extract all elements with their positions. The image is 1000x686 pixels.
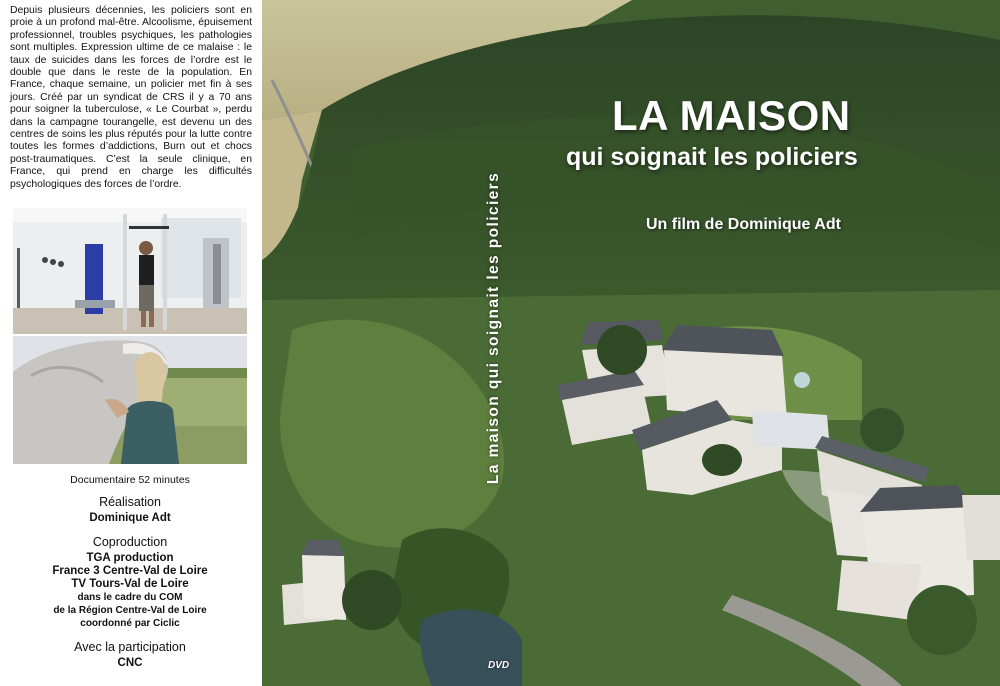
coproduction-note: de la Région Centre-Val de Loire (53, 605, 207, 616)
coproduction-note: coordonné par Ciclic (80, 618, 180, 629)
dvd-logo: DVD (488, 660, 510, 671)
credits-block (0, 474, 260, 670)
synopsis-text: Depuis plusieurs décennies, les policiers sont en proie à un profond mal-être. Alcoolisme, épuisement professionnel, troubles psychiques, les pathologies sont multiples. Expression ultime de ce malaise : le taux de suicides dans les forces de l’ordre est le double que dans le reste de la population. En France, chaque semaine, un policier met fin à ses jours. Créé par un syndicat de CRS il y a 70 ans pour soigner la tuberculose, « Le Courbat », perdu dans la campagne tourangelle, est devenu un des centres de soins les plus réputés pour la lutte contre toutes les formes d’addictions, Burn out et chocs post-traumatiques. C’est la seule clinique, en France, qui prend en charge les difficultés psychologiques des forces de l’ordre. (10, 5, 252, 190)
cover-title: LA MAISON (612, 92, 851, 139)
coproducer-item: TV Tours-Val de Loire (71, 578, 189, 590)
coproducer-item: TGA production (86, 552, 174, 564)
participant-name: CNC (117, 657, 143, 669)
coproducer-item: France 3 Centre-Val de Loire (52, 565, 208, 577)
spine-title: La maison qui soignait les policiers (485, 171, 502, 485)
realisation-heading: Réalisation (99, 495, 161, 509)
coproduction-note: dans le cadre du COM (77, 592, 183, 603)
horse-photo (13, 336, 247, 464)
back-cover (0, 0, 260, 686)
gym-photo (13, 208, 247, 334)
coproduction-heading: Coproduction (92, 535, 168, 549)
duration-text: Documentaire 52 minutes (70, 474, 190, 486)
spine (480, 128, 508, 528)
participation-heading: Avec la participation (74, 640, 186, 654)
front-cover (262, 0, 1000, 686)
cover-byline: Un film de Dominique Adt (646, 216, 841, 233)
cover-subtitle: qui soignait les policiers (566, 143, 858, 171)
director-name: Dominique Adt (89, 512, 171, 524)
